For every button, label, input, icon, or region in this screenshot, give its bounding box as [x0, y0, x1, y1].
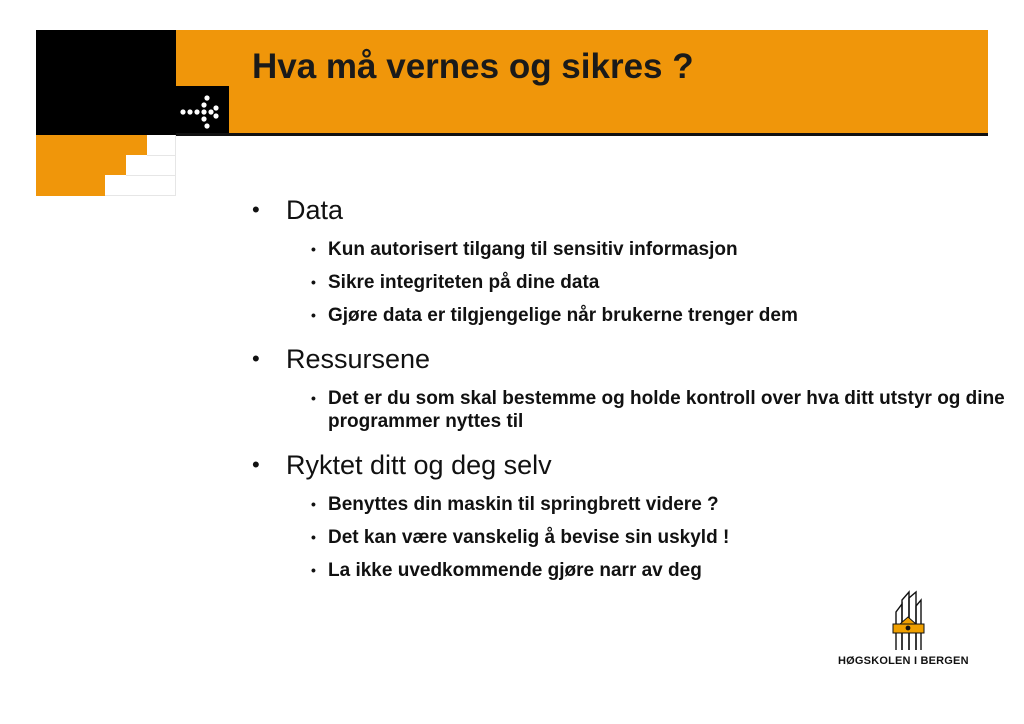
bullet-icon: •	[311, 529, 316, 545]
bullet-icon: •	[311, 307, 316, 323]
dotted-arrow-icon	[176, 86, 229, 135]
corner-block	[36, 30, 176, 135]
stair-outline	[105, 135, 176, 196]
stair-step-3	[36, 175, 105, 196]
section-ressursene	[250, 341, 1010, 433]
bullet-list	[250, 192, 1010, 596]
section-heading: Data	[286, 195, 344, 225]
section-heading: Ressursene	[286, 344, 431, 374]
header-rule	[176, 133, 988, 136]
list-item: • Det er du som skal bestemme og holde kontroll over hva ditt utstyr og dine programmer nyttes til	[311, 388, 1005, 432]
bullet-icon: •	[311, 274, 316, 290]
section-heading: Ryktet ditt og deg selv	[286, 450, 552, 480]
bullet-icon: •	[252, 452, 260, 477]
list-item: • Sikre integriteten på dine data	[311, 272, 600, 293]
bullet-icon: •	[252, 346, 260, 371]
logo-text: HØGSKOLEN I BERGEN	[838, 655, 969, 667]
list-item: • Det kan være vanskelig å bevise sin uskyld !	[311, 527, 730, 548]
list-item: • La ikke uvedkommende gjøre narr av deg	[311, 560, 702, 581]
list-item: • Kun autorisert tilgang til sensitiv informasjon	[311, 239, 738, 260]
slide-title: Hva må vernes og sikres ?	[252, 47, 694, 86]
list-item: • Gjøre data er tilgjengelige når brukerne trenger dem	[311, 305, 798, 326]
bullet-icon: •	[311, 496, 316, 512]
bullet-icon: •	[311, 562, 316, 578]
section-ryktet	[250, 447, 1010, 582]
bullet-icon: •	[252, 197, 260, 222]
list-item: • Benyttes din maskin til springbrett videre ?	[311, 494, 719, 515]
arrow-tab	[176, 86, 229, 135]
section-data	[250, 192, 1010, 327]
bullet-icon: •	[311, 241, 316, 257]
college-building-logo-icon	[890, 590, 926, 652]
bullet-icon: •	[311, 390, 316, 406]
